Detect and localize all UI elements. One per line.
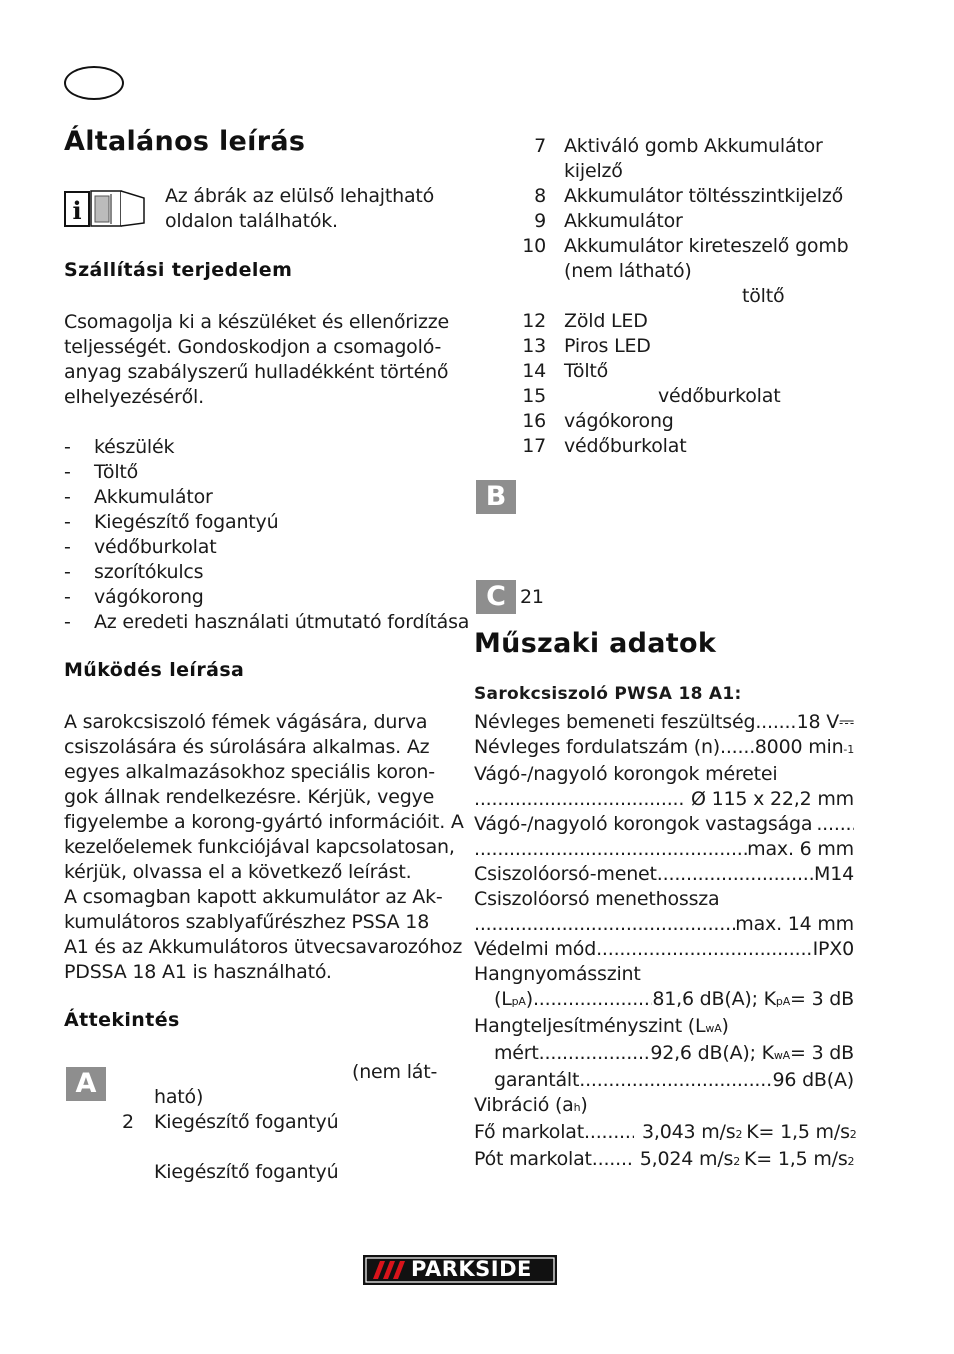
spec-row (474, 710, 854, 735)
spec-label: ) (721, 1015, 729, 1037)
paragraph-line: kezelőelemek funkciójával kapcsolatosan, (64, 836, 455, 858)
spec-row (474, 862, 854, 887)
spec-label: Pót markolat (474, 1148, 592, 1170)
spec-sub: pA (511, 995, 526, 1008)
spec-row (474, 837, 854, 862)
delivery-list (64, 435, 469, 635)
part-label: (nem látható) (564, 260, 692, 282)
spec-sup: -1 (843, 743, 854, 756)
tech-spec-table (474, 710, 857, 1174)
function-paragraph (64, 710, 464, 985)
spec-row (474, 937, 854, 962)
part-number: 10 (522, 235, 546, 257)
part-label: Akkumulátor (564, 210, 683, 232)
part-label: Töltő (564, 360, 609, 382)
svg-text:i: i (72, 196, 82, 225)
parts-list-item (474, 334, 864, 359)
function-heading: Működés leírása (64, 659, 245, 681)
list-item: - Az eredeti használati útmutató fordítása (64, 610, 469, 635)
parts-list-item (474, 359, 864, 384)
general-title: Általános leírás (64, 126, 306, 157)
part-number: 15 (522, 385, 546, 407)
parts-list-item (474, 234, 864, 284)
spec-label: Védelmi mód (474, 938, 597, 960)
part-label: vágókorong (564, 410, 674, 432)
spec-row-vibration (474, 1093, 854, 1120)
list-item: - Töltő (64, 460, 469, 485)
spec-label: ) (525, 988, 533, 1010)
parts-list-item (474, 434, 864, 459)
paragraph-line: figyelembe a korong-gyártó információit. A (64, 811, 464, 833)
spec-value: max. 14 mm (735, 913, 854, 935)
spec-value: max. 6 mm (747, 838, 854, 860)
overview-a-fragment: ható) (154, 1086, 204, 1108)
part-label: Aktiváló gomb Akkumulátor (564, 135, 823, 157)
spec-label: Névleges bemeneti feszültség (474, 711, 756, 733)
list-item: - készülék (64, 435, 469, 460)
list-item: - Akkumulátor (64, 485, 469, 510)
part-number: 17 (522, 435, 546, 457)
list-item: - vágókorong (64, 585, 469, 610)
dc-symbol: ⎓ (839, 711, 854, 733)
spec-sub: pA (775, 995, 791, 1008)
part-number: 12 (522, 310, 546, 332)
spec-row-lpa (474, 987, 854, 1014)
spec-row (474, 887, 854, 912)
spec-sub: wA (773, 1049, 791, 1062)
spec-value: 96 dB(A) (772, 1069, 854, 1091)
paragraph-line: Csomagolja ki a készüléket és ellenőrizze (64, 311, 450, 333)
figure-c-text: 21 (520, 586, 544, 608)
figure-note-line: oldalon találhatók. (165, 210, 338, 232)
paragraph-line: kérjük, olvassa el a következő leírást. (64, 861, 412, 883)
delivery-heading: Szállítási terjedelem (64, 259, 293, 281)
paragraph-line: PDSSA 18 A1 is használható. (64, 961, 332, 983)
overview-a-fragment: Kiegészítő fogantyú (154, 1161, 339, 1183)
spec-sub: h (573, 1101, 581, 1114)
parts-list-item (474, 309, 864, 334)
overview-heading: Áttekintés (64, 1009, 180, 1031)
spec-row (474, 762, 854, 787)
spec-row-guaranteed (474, 1068, 854, 1093)
paragraph-line: kumulátoros szablyafűrészhez PSSA 18 (64, 911, 430, 933)
spec-label: Vágó-/nagyoló korongok méretei (474, 763, 778, 785)
spec-value: 8000 min (754, 736, 844, 758)
part-number: 13 (522, 335, 546, 357)
parts-list-item (474, 409, 864, 434)
spec-value: Ø 115 x 22,2 mm (691, 788, 854, 810)
spec-label: Névleges fordulatszám (n) (474, 736, 720, 758)
spec-label: Hangnyomásszint (474, 963, 641, 985)
part-number: 8 (534, 185, 546, 207)
spec-value: K= 1,5 m/s (746, 1121, 850, 1143)
info-book-icon (64, 188, 152, 228)
spec-label: Vibráció (a (474, 1094, 574, 1116)
paragraph-line: A sarokcsiszoló fémek vágására, durva (64, 711, 428, 733)
figure-marker-b: B (476, 480, 516, 514)
spec-label: Csiszolóorsó menethossza (474, 888, 720, 910)
spec-value: 5,024 m/s (639, 1148, 734, 1170)
parts-list-item (474, 384, 864, 409)
paragraph-line: egyes alkalmazásokhoz speciális koron- (64, 761, 435, 783)
spec-row (474, 735, 854, 762)
tech-model: Sarokcsiszoló PWSA 18 A1: (474, 684, 742, 704)
parts-list-item (474, 134, 864, 184)
spec-value: 3,043 m/s (642, 1121, 736, 1143)
spec-row (474, 787, 854, 812)
spec-label: (L (494, 988, 512, 1010)
spec-value: = 3 dB (790, 1042, 854, 1064)
paragraph-line: anyag szabályszerű hulladékként történő (64, 361, 449, 383)
tech-title: Műszaki adatok (474, 628, 717, 659)
figure-marker-a: A (66, 1067, 106, 1101)
paragraph-line: teljességét. Gondoskodjon a csomagoló- (64, 336, 442, 358)
list-item: - Kiegészítő fogantyú (64, 510, 469, 535)
paragraph-line: csiszolására és súrolására alkalmas. Az (64, 736, 430, 758)
spec-row (474, 962, 854, 987)
spec-label: Hangteljesítményszint (L (474, 1015, 706, 1037)
list-item: - védőburkolat (64, 535, 469, 560)
spec-row-lwa (474, 1014, 854, 1041)
delivery-paragraph (64, 310, 449, 410)
spec-row-aux-handle: Pót markolat ..... 5,024 m/s 2 K= 1,5 m/s 2 (474, 1147, 854, 1174)
part-label: Akkumulátor kireteszelő gomb (564, 235, 849, 257)
paragraph-line: elhelyezéséről. (64, 386, 204, 408)
part-number: 16 (522, 410, 546, 432)
part-number: 14 (522, 360, 546, 382)
spec-label: Fő markolat (474, 1121, 585, 1143)
spec-label: ) (580, 1094, 588, 1116)
part-label: Akkumulátor töltésszintkijelző (564, 185, 844, 207)
paragraph-line: gok állnak rendelkezésre. Kérjük, vegye (64, 786, 435, 808)
parts-list-item (474, 284, 864, 309)
language-badge (64, 66, 124, 100)
parkside-logo (363, 1255, 557, 1285)
spec-label: mért (494, 1042, 539, 1064)
spec-label: garantált (494, 1069, 580, 1091)
figure-note (165, 184, 434, 234)
part-label: kijelző (564, 160, 623, 182)
list-item: - szorítókulcs (64, 560, 469, 585)
paragraph-line: A1 és az Akkumulátoros ütvecsavarozóhoz (64, 936, 463, 958)
part-label: töltő (742, 285, 785, 307)
spec-value: 92,6 dB(A); K (650, 1042, 774, 1064)
part-number: 7 (534, 135, 546, 157)
spec-value: 18 V (796, 711, 840, 733)
spec-row-main-handle: Fő markolat ..... 3,043 m/s 2 K= 1,5 m/s 2 (474, 1120, 854, 1147)
overview-a-fragment: (nem lát- (352, 1061, 438, 1083)
overview-item-label: Kiegészítő fogantyú (154, 1111, 339, 1133)
parts-list (474, 134, 864, 459)
spec-label: Vágó-/nagyoló korongok vastagsága (474, 813, 813, 835)
logo-text: PARKSIDE (411, 1257, 532, 1281)
spec-value: IPX0 (812, 938, 854, 960)
spec-label: Csiszolóorsó-menet (474, 863, 657, 885)
part-label: védőburkolat (564, 435, 687, 457)
figure-marker-c: C (476, 580, 516, 614)
part-label: védőburkolat (658, 385, 781, 407)
spec-value: 81,6 dB(A); K (652, 988, 776, 1010)
paragraph-line: A csomagban kapott akkumulátor az Ak- (64, 886, 443, 908)
parts-list-item (474, 184, 864, 209)
spec-sub: wA (705, 1022, 722, 1035)
part-label: Zöld LED (564, 310, 648, 332)
parts-list-item (474, 209, 864, 234)
overview-item-number: 2 (122, 1111, 134, 1133)
figure-note-line: Az ábrák az elülső lehajtható (165, 185, 435, 207)
spec-row (474, 812, 854, 837)
spec-value: M14 (814, 863, 854, 885)
spec-row-measured (474, 1041, 854, 1068)
spec-row (474, 912, 854, 937)
spec-value: = 3 dB (790, 988, 854, 1010)
spec-value: K= 1,5 m/s (744, 1148, 848, 1170)
part-number: 9 (534, 210, 546, 232)
part-label: Piros LED (564, 335, 651, 357)
